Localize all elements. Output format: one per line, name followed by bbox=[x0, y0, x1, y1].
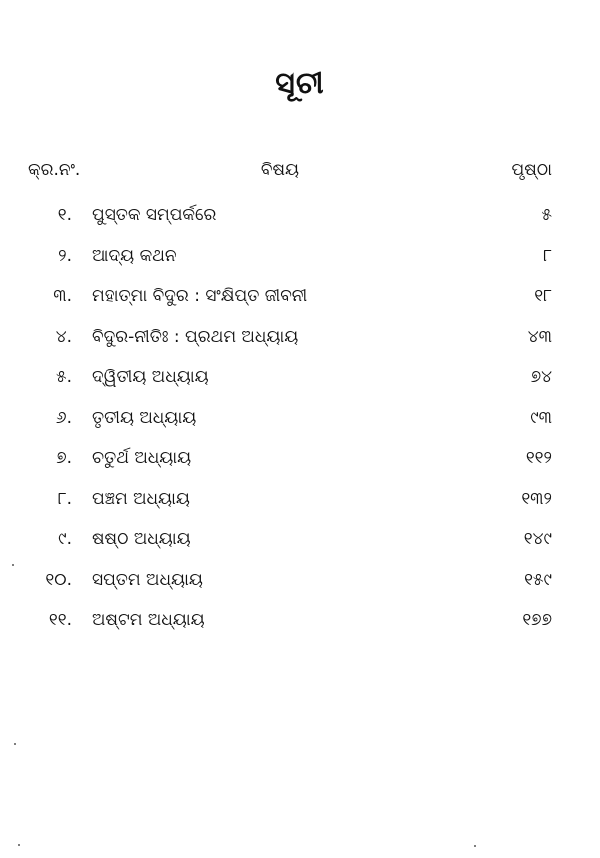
row-serial: ୬. bbox=[55, 408, 72, 428]
row-subject: ପଞ୍ଚମ ଅଧ୍ୟାୟ bbox=[92, 489, 190, 509]
header-page: ପୃଷ୍ଠା bbox=[511, 160, 552, 180]
table-row bbox=[0, 281, 600, 311]
header-subject: ବିଷୟ bbox=[260, 160, 300, 180]
row-page: ୧୩୨ bbox=[521, 489, 552, 509]
row-page: ୧୫୯ bbox=[524, 570, 552, 590]
row-page: ୪୩ bbox=[527, 327, 552, 347]
row-subject: ତୃତୀୟ ଅଧ୍ୟାୟ bbox=[92, 408, 197, 428]
row-serial: ୧୦. bbox=[45, 570, 72, 590]
row-serial: ୮. bbox=[57, 489, 72, 509]
table-row bbox=[0, 443, 600, 473]
row-subject: ଦ୍ୱିତୀୟ ଅଧ୍ୟାୟ bbox=[92, 367, 209, 387]
row-serial: ୭. bbox=[56, 448, 72, 468]
table-row bbox=[0, 322, 600, 352]
scan-speck bbox=[18, 844, 20, 846]
row-page: ୫ bbox=[541, 205, 552, 225]
page-title: ସୂଚୀ bbox=[275, 66, 325, 101]
row-serial: ୯. bbox=[58, 529, 72, 549]
row-serial: ୧୧. bbox=[48, 610, 72, 630]
table-header bbox=[0, 155, 600, 185]
row-page: ୧୧୨ bbox=[525, 448, 552, 468]
table-row bbox=[0, 362, 600, 392]
row-subject: ଷଷ୍ଠ ଅଧ୍ୟାୟ bbox=[92, 529, 191, 549]
row-subject: ମହାତ୍ମା ବିଦୁର : ସଂକ୍ଷିପ୍ତ ଜୀବନୀ bbox=[92, 286, 308, 306]
row-subject: ସପ୍ତମ ଅଧ୍ୟାୟ bbox=[92, 570, 203, 590]
row-serial: ୫. bbox=[55, 367, 72, 387]
table-row bbox=[0, 241, 600, 271]
row-subject: ବିଦୁର-ନୀତିଃ : ପ୍ରଥମ ଅଧ୍ୟାୟ bbox=[92, 327, 299, 347]
table-row bbox=[0, 605, 600, 635]
table-row bbox=[0, 484, 600, 514]
row-subject: ପୁସ୍ତକ ସମ୍ପର୍କରେ bbox=[92, 205, 217, 225]
row-subject: ଆଦ୍ୟ କଥନ bbox=[92, 246, 177, 266]
row-serial: ୩. bbox=[53, 286, 72, 306]
row-page: ୭୪ bbox=[530, 367, 552, 387]
scan-speck bbox=[474, 845, 476, 847]
table-row bbox=[0, 524, 600, 554]
scan-speck bbox=[12, 564, 14, 566]
row-page: ୧୮ bbox=[534, 286, 552, 306]
row-serial: ୪. bbox=[55, 327, 72, 347]
row-page: ୧୪୯ bbox=[523, 529, 552, 549]
scan-speck bbox=[14, 743, 16, 745]
header-serial: କ୍ର.ନଂ. bbox=[28, 160, 81, 180]
row-page: ୯୩ bbox=[530, 408, 552, 428]
table-row bbox=[0, 200, 600, 230]
row-page: ୮ bbox=[543, 246, 552, 266]
row-subject: ଚତୁର୍ଥ ଅଧ୍ୟାୟ bbox=[92, 448, 192, 468]
table-row bbox=[0, 565, 600, 595]
row-serial: ୧. bbox=[57, 205, 72, 225]
row-page: ୧୭୭ bbox=[522, 610, 552, 630]
row-serial: ୨. bbox=[58, 246, 72, 266]
row-subject: ଅଷ୍ଟମ ଅଧ୍ୟାୟ bbox=[92, 610, 205, 630]
table-row bbox=[0, 403, 600, 433]
